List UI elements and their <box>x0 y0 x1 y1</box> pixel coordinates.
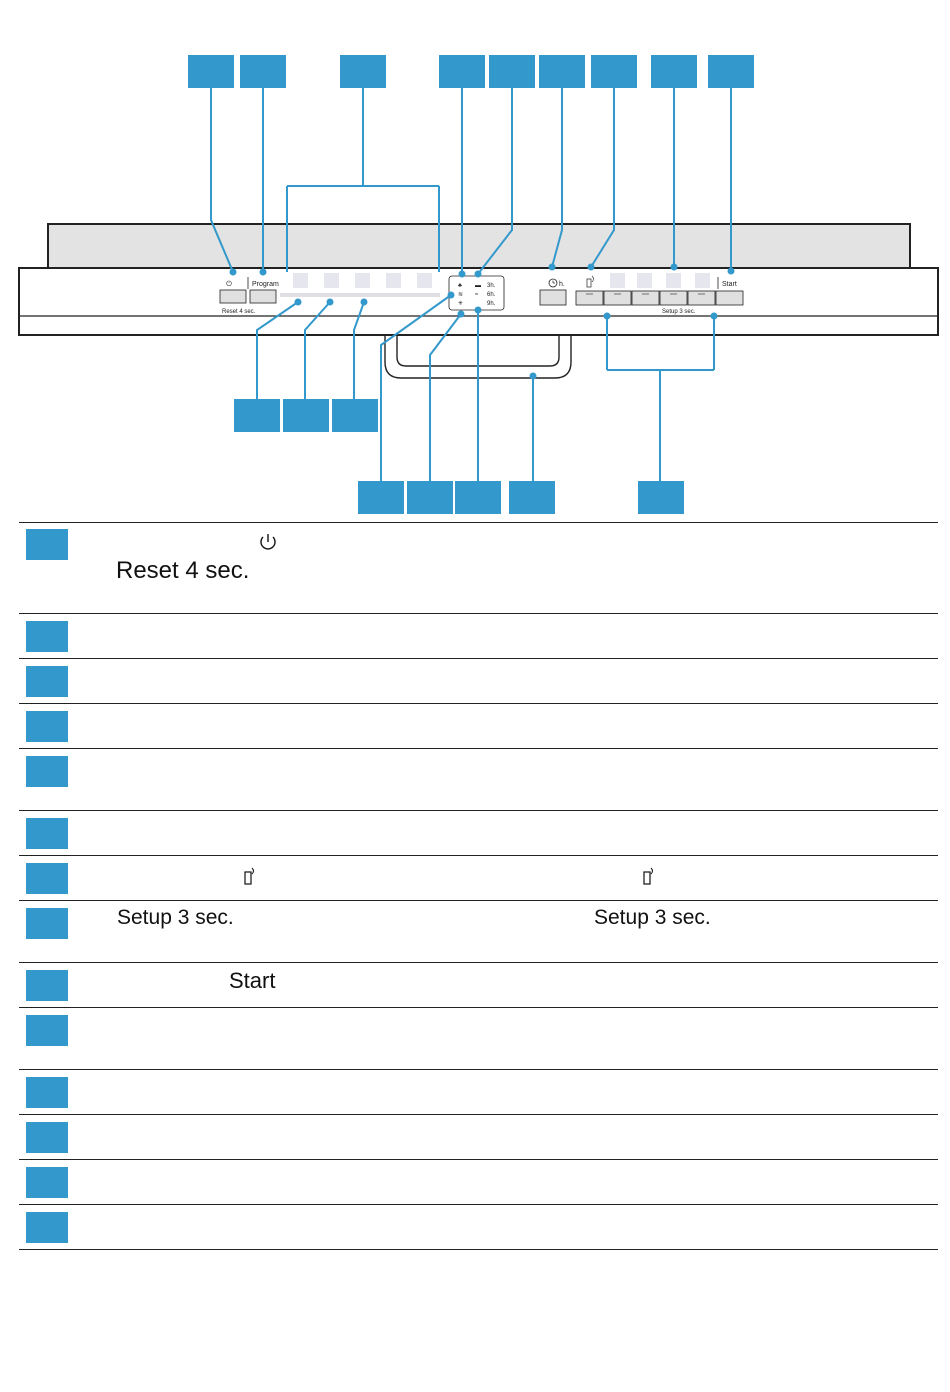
callout-badge-5 <box>489 55 535 88</box>
program-key-5[interactable] <box>417 273 432 288</box>
program-key-2[interactable] <box>324 273 339 288</box>
legend-badge-11 <box>26 1077 68 1108</box>
delay-9h-label: 9h. <box>487 301 496 307</box>
callout-badge-15 <box>455 481 501 514</box>
control-panel-diagram <box>0 0 950 520</box>
callout-badge-11 <box>283 399 329 432</box>
program-label: Program <box>252 281 279 288</box>
start-button[interactable] <box>716 291 743 305</box>
appliance-top-panel <box>48 224 910 268</box>
legend-badge-9 <box>26 970 68 1001</box>
option-button-4[interactable] <box>660 291 687 305</box>
bottom-callout-badges <box>234 399 684 514</box>
reset-label: Reset 4 sec. <box>222 309 256 315</box>
program-key-3[interactable] <box>355 273 370 288</box>
delay-3h-label: 3h. <box>487 283 496 289</box>
callout-badge-3 <box>340 55 386 88</box>
program-button[interactable] <box>250 290 276 303</box>
legend-start-text: Start <box>229 968 276 993</box>
legend-row-6 <box>19 811 938 856</box>
program-indicator-bar <box>280 293 440 297</box>
legend-badge-10 <box>26 1015 68 1046</box>
legend-row-9 <box>19 963 938 1008</box>
legend-badge-3 <box>26 666 68 697</box>
remote-start-icon <box>244 866 256 886</box>
program-key-1[interactable] <box>293 273 308 288</box>
option-key-2[interactable] <box>637 273 652 288</box>
legend-badge-14 <box>26 1212 68 1243</box>
legend-table <box>19 522 938 1250</box>
option-button-1[interactable] <box>576 291 603 305</box>
legend-row-7 <box>19 856 938 901</box>
power-icon: ⏻ <box>226 281 232 288</box>
option-button-2[interactable] <box>604 291 631 305</box>
callout-badge-17 <box>638 481 684 514</box>
callout-badge-16 <box>509 481 555 514</box>
callout-badge-12 <box>332 399 378 432</box>
legend-row-2 <box>19 614 938 659</box>
callout-badge-13 <box>358 481 404 514</box>
legend-row-3 <box>19 659 938 704</box>
callout-badge-2 <box>240 55 286 88</box>
callout-badge-4 <box>439 55 485 88</box>
legend-badge-8 <box>26 908 68 939</box>
legend-row-11 <box>19 1070 938 1115</box>
legend-row-12 <box>19 1115 938 1160</box>
callout-badge-7 <box>591 55 637 88</box>
legend-reset-text: Reset 4 sec. <box>116 557 250 584</box>
timer-button[interactable] <box>540 290 566 305</box>
callout-badge-10 <box>234 399 280 432</box>
legend-badge-1 <box>26 529 68 560</box>
legend-badge-12 <box>26 1122 68 1153</box>
delay-6h-label: 6h. <box>487 292 496 298</box>
legend-badge-13 <box>26 1167 68 1198</box>
delay-3h-icon: ▬ <box>475 283 481 289</box>
legend-row-10 <box>19 1008 938 1070</box>
status-icon-2: ≋ <box>458 292 464 298</box>
option-button-5[interactable] <box>688 291 715 305</box>
power-icon <box>257 531 279 553</box>
legend-setup-text-right: Setup 3 sec. <box>594 906 711 929</box>
legend-row-13 <box>19 1160 938 1205</box>
callout-badge-1 <box>188 55 234 88</box>
callout-badge-6 <box>539 55 585 88</box>
power-button[interactable] <box>220 290 246 303</box>
setup-label: Setup 3 sec. <box>662 309 696 315</box>
option-key-3[interactable] <box>666 273 681 288</box>
legend-row-14 <box>19 1205 938 1250</box>
legend-row-5 <box>19 749 938 811</box>
program-key-4[interactable] <box>386 273 401 288</box>
remote-start-icon <box>643 866 655 886</box>
callout-badge-14 <box>407 481 453 514</box>
callout-badge-9 <box>708 55 754 88</box>
legend-row-4 <box>19 704 938 749</box>
start-label: Start <box>722 281 737 288</box>
legend-badge-6 <box>26 818 68 849</box>
legend-badge-4 <box>26 711 68 742</box>
legend-setup-text-left: Setup 3 sec. <box>117 906 234 929</box>
status-icon-1: ♣ <box>458 283 462 289</box>
callout-badge-8 <box>651 55 697 88</box>
legend-badge-2 <box>26 621 68 652</box>
top-callout-badges <box>188 55 754 88</box>
legend-row-8 <box>19 901 938 963</box>
option-key-1[interactable] <box>610 273 625 288</box>
option-button-3[interactable] <box>632 291 659 305</box>
timer-label: h. <box>559 281 565 288</box>
legend-badge-7 <box>26 863 68 894</box>
option-key-4[interactable] <box>695 273 710 288</box>
status-icon-3: ✳ <box>458 301 464 307</box>
legend-badge-5 <box>26 756 68 787</box>
delay-6h-icon: ≈ <box>475 292 479 298</box>
legend-row-1 <box>19 522 938 614</box>
